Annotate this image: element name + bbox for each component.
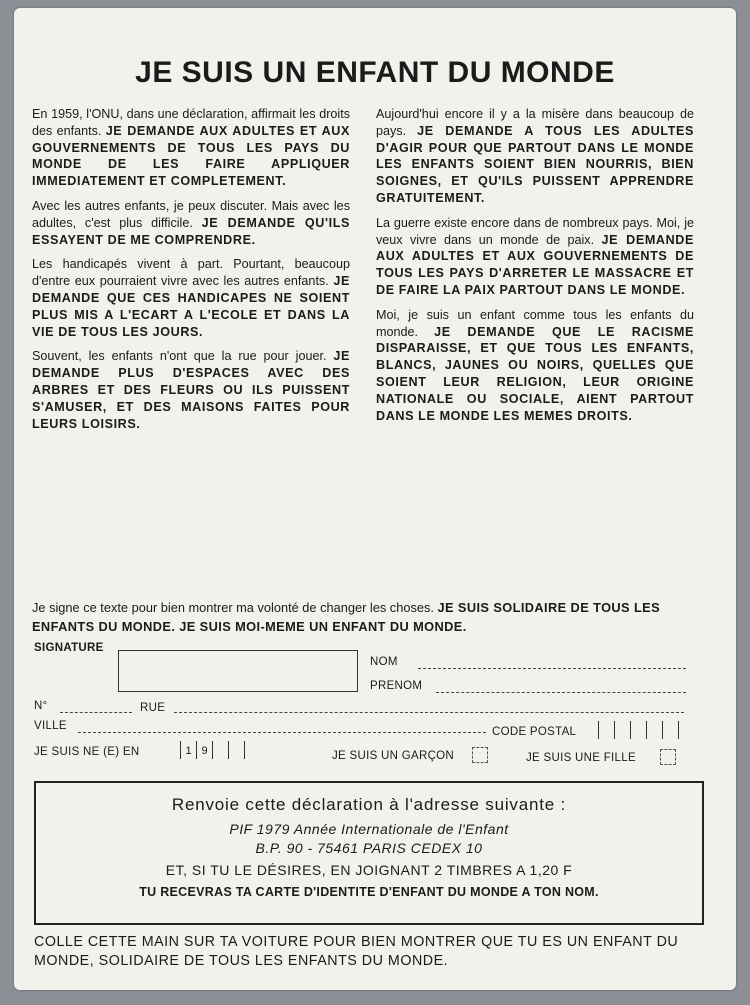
declaration-card	[14, 8, 736, 990]
code-postal-field[interactable]	[598, 721, 679, 739]
address-recipient: PIF 1979 Année Internationale de l'Enfant	[229, 821, 509, 837]
fille-label: JE SUIS UNE FILLE	[526, 752, 636, 764]
birth-year-field[interactable]: 1 9	[180, 741, 245, 759]
garcon-label: JE SUIS UN GARÇON	[332, 750, 455, 762]
address-box	[34, 781, 704, 925]
prenom-field[interactable]	[436, 692, 686, 693]
paragraph: Souvent, les enfants n'ont que la rue pour jouer. JE DEMANDE PLUS D'ESPACES AVEC DES ARBRES ET DES FLEURS OU ILS PUISSENT S'AMUSER, ET DES MAISONS FAITES POUR LEURS LOISIRS.	[32, 349, 351, 431]
nom-label: NOM	[370, 656, 398, 668]
paragraph: Avec les autres enfants, je peux discuter. Mais avec les adultes, c'est plus difficile. JE DEMANDE QU'ILS ESSAYENT DE ME COMPRENDRE.	[32, 198, 350, 247]
signature-field[interactable]	[118, 650, 358, 692]
number-label: N°	[34, 700, 48, 712]
nom-field[interactable]	[418, 668, 686, 669]
paragraph: En 1959, l'ONU, dans une déclaration, affirmait les droits des enfants. JE DEMANDE AUX ADULTES ET AUX GOUVERNEMENTS DE TOUS LES PAYS DU MONDE DE LES FAIRE APPLIQUER IMMEDIATEMENT ET COMPLETEMENT.	[32, 107, 351, 189]
paragraph: Moi, je suis un enfant comme tous les enfants du monde. JE DEMANDE QUE LE RACISME DISPARAISSE, ET QUE TOUS LES ENFANTS, BLANCS, JAUNES OU NOIRS, QUELLES QUE SOIENT LEUR RELIGION, LEUR ORIGINE NATIONALE OU SOCIALE, AIENT PARTOUT DANS LE MONDE LES MEMES DROITS.	[376, 307, 694, 423]
ville-field[interactable]	[78, 732, 486, 733]
address-postal: B.P. 90 - 75461 PARIS CEDEX 10	[255, 840, 483, 856]
address-intro: Renvoie cette déclaration à l'adresse suivante :	[171, 795, 567, 814]
garcon-checkbox[interactable]	[472, 747, 488, 763]
paragraph: Les handicapés vivent à part. Pourtant, beaucoup d'entre eux pourraient vivre avec les autres enfants. JE DEMANDE QUE CES HANDICAPES NE SOIENT PLUS MIS A L'ECART A L'ECOLE ET DANS LA VIE DE TOUS LES JOURS.	[32, 257, 350, 339]
code-postal-label: CODE POSTAL	[492, 726, 577, 738]
left-column	[32, 106, 350, 440]
number-field[interactable]	[60, 712, 132, 713]
footer-text: COLLE CETTE MAIN SUR TA VOITURE POUR BIEN MONTRER QUE TU ES UN ENFANT DU MONDE, SOLIDAIRE DE TOUS LES ENFANTS DU MONDE.	[34, 934, 679, 969]
signature-label: SIGNATURE	[34, 642, 104, 654]
paragraph: La guerre existe encore dans de nombreux pays. Moi, je veux vivre dans un monde de paix. JE DEMANDE AUX ADULTES ET AUX GOUVERNEMENTS DE TOUS LES PAYS D'ARRETER LE MASSACRE ET DE FAIRE LA PAIX PARTOUT DANS LE MONDE.	[376, 215, 695, 297]
address-card-note: TU RECEVRAS TA CARTE D'IDENTITE D'ENFANT DU MONDE A TON NOM.	[139, 885, 599, 899]
birth-year-label: JE SUIS NE (E) EN	[34, 746, 140, 758]
closing-statement: Je signe ce texte pour bien montrer ma volonté de changer les choses. JE SUIS SOLIDAIRE DE TOUS LES ENFANTS DU MONDE. JE SUIS MOI-MEME UN ENFANT DU MONDE.	[32, 600, 661, 634]
rue-field[interactable]	[174, 712, 684, 713]
rue-label: RUE	[140, 702, 166, 714]
fille-checkbox[interactable]	[660, 749, 676, 765]
right-column	[376, 106, 694, 432]
prenom-label: PRENOM	[370, 680, 423, 692]
paragraph: Aujourd'hui encore il y a la misère dans beaucoup de pays. JE DEMANDE A TOUS LES ADULTES D'AGIR POUR QUE PARTOUT DANS LE MONDE LES ENFANTS SOIENT BIEN NOURRIS, BIEN SOIGNES, ET QU'ILS PUISSENT APPRENDRE GRATUITEMENT.	[376, 107, 695, 205]
ville-label: VILLE	[34, 720, 67, 732]
address-stamps: ET, SI TU LE DÉSIRES, EN JOIGNANT 2 TIMBRES A 1,20 F	[165, 862, 573, 878]
page-title: JE SUIS UN ENFANT DU MONDE	[135, 56, 615, 89]
